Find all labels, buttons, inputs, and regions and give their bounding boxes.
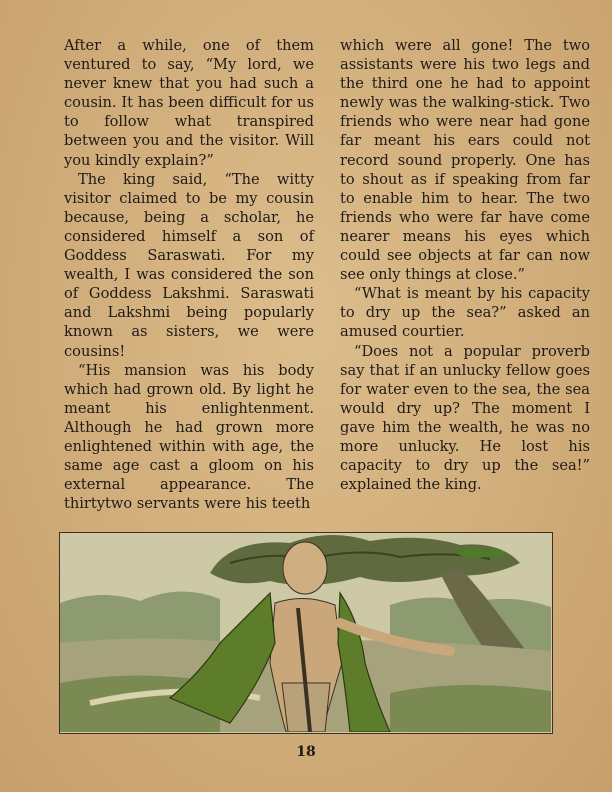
paragraph: “Does not a popular proverb say that if an unlucky fellow goes for water even to the sea, the sea would dry up? The moment I gave him the wealth, he was no more unlucky. He lost his capacity to dry up the sea!” explained the king. <box>340 342 590 494</box>
paragraph: “His mansion was his body which had grown old. By light he meant his enlightenment. Although he had grown more enlightened within with age, the same age cast a gloom on his external appearance. The thirtytwo servants were his teeth <box>64 361 314 513</box>
paragraph: “What is meant by his capacity to dry up the sea?” asked an amused courtier. <box>340 285 590 341</box>
old-man-head <box>283 542 327 594</box>
grass <box>390 685 551 732</box>
right-text-column <box>340 36 590 494</box>
left-text-column <box>64 36 314 513</box>
paragraph: After a while, one of them ventured to say, “My lord, we never knew that you had such a cousin. It has been difficult for us to follow what transpired between you and the visitor. Will you kindly explain?” <box>64 37 314 169</box>
paragraph: which were all gone! The two assistants were his two legs and the third one he had to appoint newly was the walking-stick. Two friends who were near had gone far meant his ears could not record sound properly. One has to shout as if speaking from far to enable him to hear. The two friends who were far have come nearer means his eyes which could see objects at far can now see only things at close.” <box>340 37 590 284</box>
paragraph: The king said, “The witty visitor claimed to be my cousin because, being a scholar, he considered himself a son of Goddess Saraswati. For my wealth, I was considered the son of Goddess Lakshmi. Saraswati and Lakshmi being popularly known as sisters, we were cousins! <box>64 170 314 360</box>
page-number: 18 <box>296 744 316 760</box>
story-illustration <box>59 532 553 734</box>
